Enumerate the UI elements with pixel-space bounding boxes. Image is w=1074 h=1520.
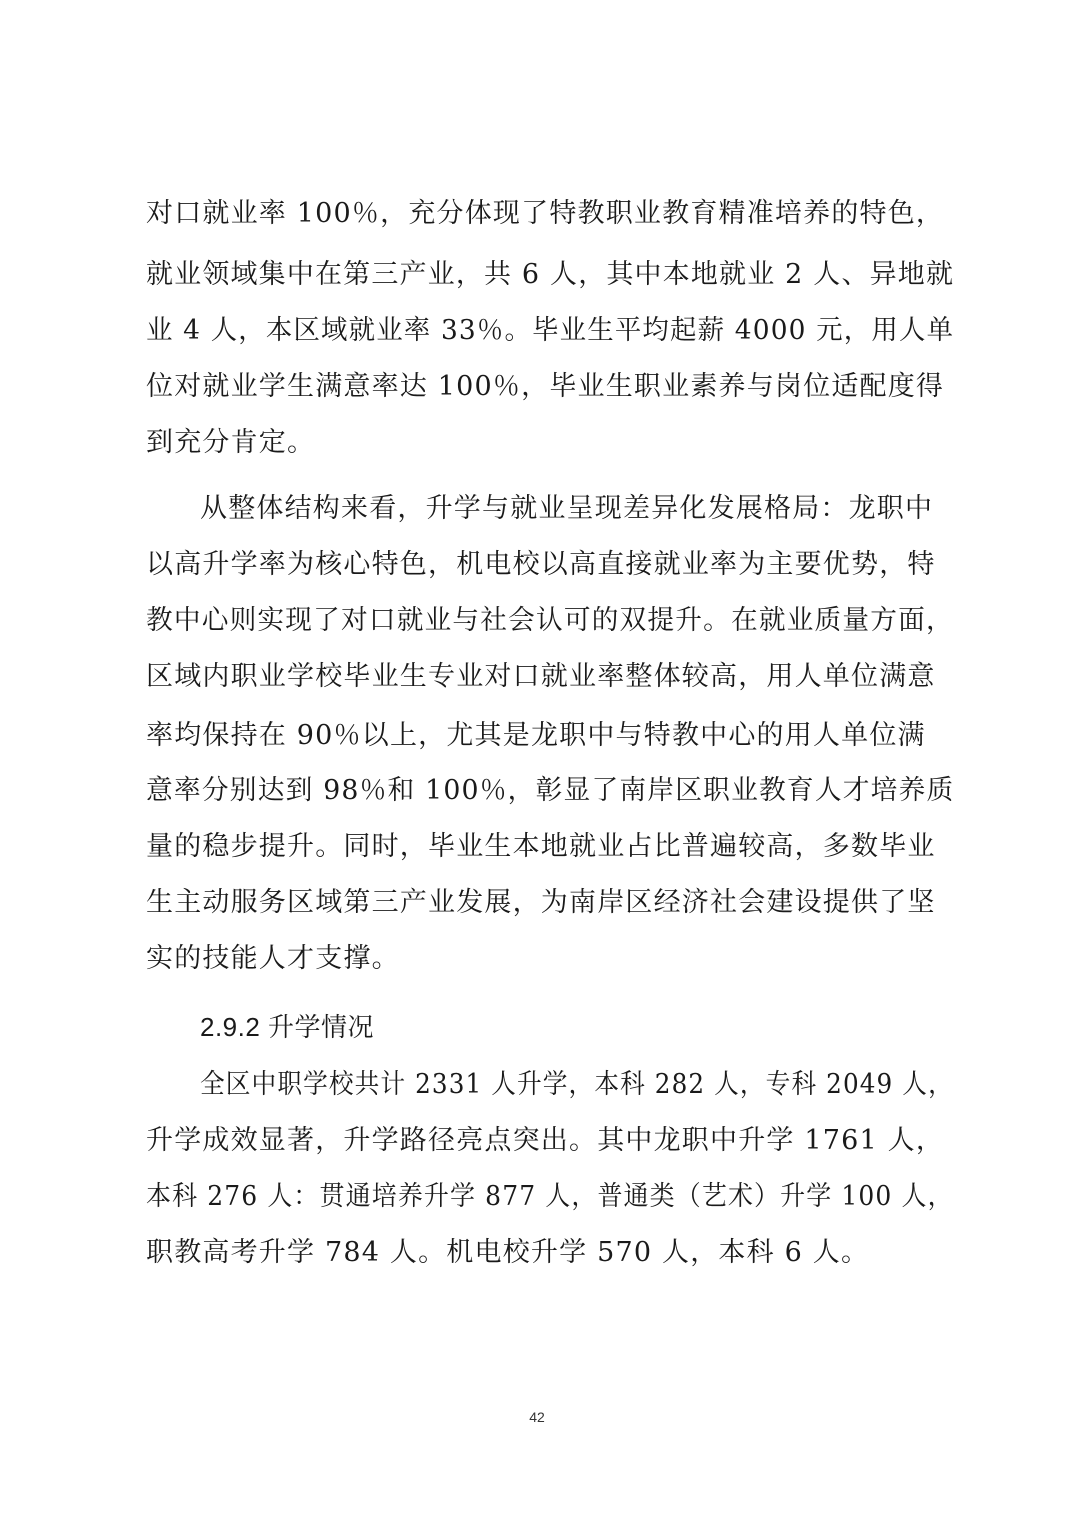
text-line: 从整体结构来看，升学与就业呈现差异化发展格局：龙职中 [200,493,934,524]
text-line: 区域内职业学校毕业生专业对口就业率整体较高，用人单位满意 [146,661,936,692]
text-line: 意率分别达到 98％和 100％，彰显了南岸区职业教育人才培养质 [146,775,955,806]
text-line: 位对就业学生满意率达 100％，毕业生职业素养与岗位适配度得 [146,371,945,402]
text-line: 升学成效显著，升学路径亮点突出。其中龙职中升学 1761 人， [146,1125,945,1156]
text-line: 职教高考升学 784 人。机电校升学 570 人，本科 6 人。 [146,1237,870,1268]
text-line: 率均保持在 90％以上，尤其是龙职中与特教中心的用人单位满 [146,720,926,751]
text-line: 业 4 人，本区域就业率 33％。毕业生平均起薪 4000 元，用人单 [146,315,955,346]
text-line: 全区中职学校共计 2331 人升学，本科 282 人，专科 2049 人， [200,1069,954,1100]
text-line: 就业领域集中在第三产业，共 6 人，其中本地就业 2 人、异地就 [146,259,955,290]
text-line: 到充分肯定。 [146,427,316,458]
page-number: 42 [529,1409,545,1425]
text-line: 教中心则实现了对口就业与社会认可的双提升。在就业质量方面， [146,605,954,636]
text-line: 对口就业率 100％，充分体现了特教职业教育精准培养的特色， [146,198,945,229]
text-line: 量的稳步提升。同时，毕业生本地就业占比普遍较高，多数毕业 [146,831,936,862]
text-line: 生主动服务区域第三产业发展，为南岸区经济社会建设提供了坚 [146,887,936,918]
text-line: 实的技能人才支撑。 [146,943,400,974]
text-line: 以高升学率为核心特色，机电校以高直接就业率为主要优势，特 [146,549,936,580]
text-line: 本科 276 人：贯通培养升学 877 人，普通类（艺术）升学 100 人， [146,1181,954,1212]
section-heading: 2.9.2 升学情况 [200,1012,375,1042]
